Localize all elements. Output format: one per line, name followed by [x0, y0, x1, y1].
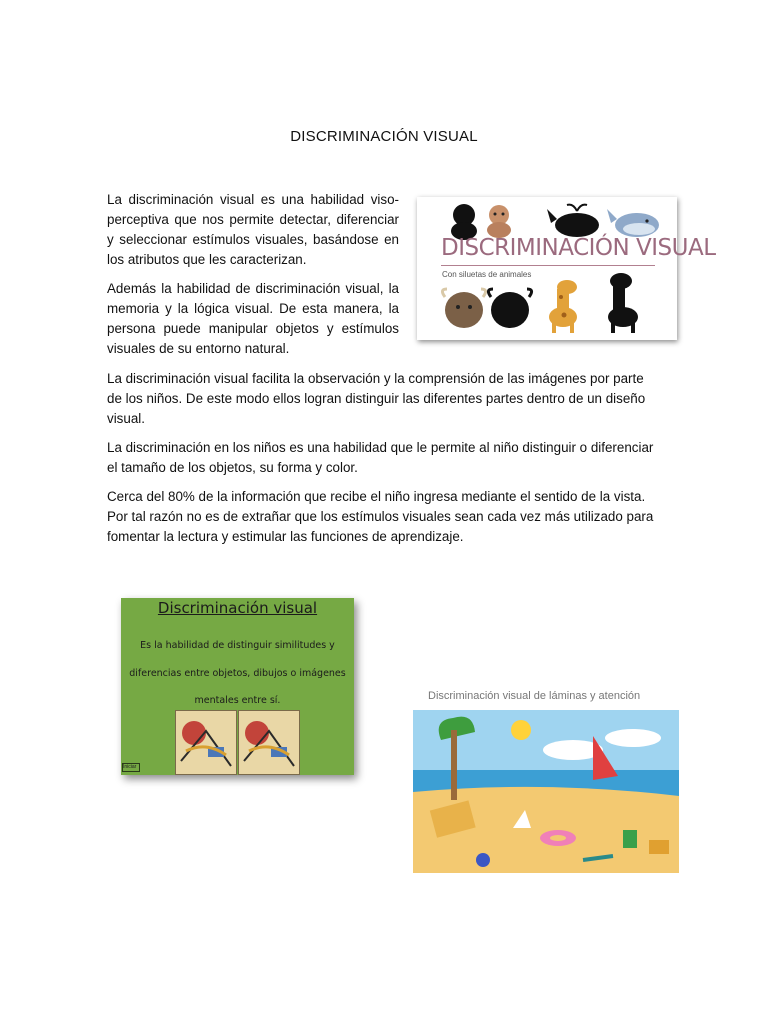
slide-text-line-2: diferencias entre objetos, dibujos o imágenes [129, 668, 346, 679]
slide-text-line-3: mentales entre sí. [194, 695, 281, 706]
sun-icon [511, 720, 531, 740]
image1-divider [441, 265, 655, 266]
comparison-picture-right [238, 710, 300, 775]
slide-text-line-1: Es la habilidad de distinguir similitudes y [140, 640, 335, 651]
image1-heading: DISCRIMINACIÓN VISUAL [441, 235, 716, 261]
silhouette-whale-icon [547, 205, 599, 237]
giraffe-icon [549, 280, 577, 333]
sandcastle-icon [649, 840, 669, 854]
paragraph-1: La discriminación visual es una habilidad viso-perceptiva que nos permite detectar, diferenciar y seleccionar estímulos visuales, basándose en los atributos que les caracterizan. [107, 192, 399, 267]
abstract-art-icon [239, 711, 299, 774]
ball-icon [476, 853, 490, 867]
definition-slide-image [121, 598, 354, 775]
slide-title: Discriminación visual [157, 599, 318, 617]
paragraph-2: Además la habilidad de discriminación visual, la memoria y la lógica visual. De esta manera, la persona puede manipular objetos y estímulos visuales de su entorno natural. [107, 281, 399, 356]
animal-icons [417, 197, 677, 340]
baby-icon [487, 205, 511, 238]
beach-scene-image [413, 710, 679, 873]
image1-subtitle: Con siluetas de animales [442, 270, 532, 279]
silhouette-giraffe-icon [608, 273, 638, 333]
yak-icon [442, 289, 485, 328]
comparison-picture-left [175, 710, 237, 775]
paragraph-3: La discriminación visual facilita la observación y la comprensión de las imágenes por parte de los niños. De este modo ellos logran distinguir las diferentes partes dentro de un diseño visual. [107, 371, 646, 426]
beach-image-caption: Discriminación visual de láminas y atención [428, 690, 641, 702]
bucket-icon [623, 830, 637, 848]
abstract-art-icon [176, 711, 236, 774]
page-title: DISCRIMINACIÓN VISUAL [290, 128, 478, 145]
start-button[interactable]: Iniciar [122, 763, 140, 772]
paragraph-5: Cerca del 80% de la información que recibe el niño ingresa mediante el sentido de la vista. Por tal razón no es de extrañar que los estímulos visuales sean cada vez más utilizado para fomentar la lectura y estimular las funciones de aprendizaje. [107, 489, 654, 544]
beach-scene-illustration [413, 710, 679, 873]
whale-icon [607, 209, 659, 237]
silhouette-yak-icon [488, 289, 531, 328]
animal-silhouettes-image [417, 197, 716, 340]
paragraph-4: La discriminación en los niños es una habilidad que le permite al niño distinguir o diferenciar el tamaño de los objetos, su forma y color. [107, 440, 654, 475]
